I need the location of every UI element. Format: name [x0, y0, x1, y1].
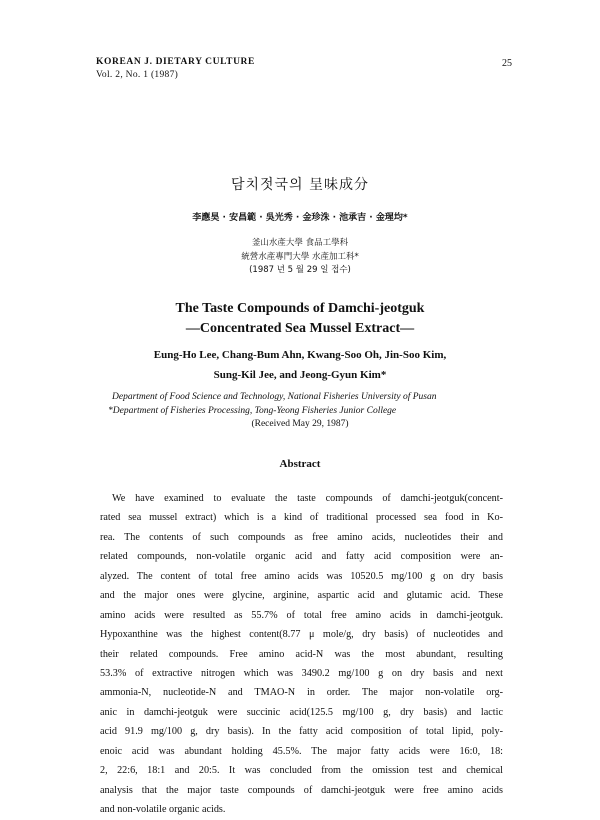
korean-affiliation-1: 釜山水產大學 食品工學科 — [251, 238, 349, 248]
abstract-line: anic in damchi-jeotguk were succinic acid(125.5 mg/100 g, dry basis) and lactic — [100, 706, 503, 718]
abstract-line: rea. The contents of such compounds as free amino acids, nucleotides their and — [100, 531, 503, 543]
abstract-line: We have examined to evaluate the taste compounds of damchi-jeotguk(concent- — [112, 493, 503, 504]
page-number: 25 — [502, 58, 512, 69]
abstract-line: ammonia-N, nucleotide-N and TMAO-N in order. The major non-volatile org- — [100, 687, 503, 699]
abstract-line: related compounds, non-volatile organic acid and fatty acid composition were an- — [100, 551, 503, 563]
abstract-line: alyzed. The content of total free amino acids was 10520.5 mg/100 g on dry basis — [100, 570, 503, 582]
received-date: (Received May 29, 1987) — [251, 419, 349, 429]
korean-received-date: (1987 년 5 월 29 일 접수) — [249, 265, 351, 275]
abstract-line: and the major ones were glycine, arginine, aspartic acid and glutamic acid. These — [100, 590, 503, 602]
abstract-line: and non-volatile organic acids. — [100, 804, 226, 815]
abstract-body — [100, 489, 503, 819]
abstract-line: rated sea mussel extract) which is a kind of traditional processed sea food in Ko- — [100, 512, 503, 524]
abstract-line: 2, 22:6, 18:1 and 20:5. It was concluded from the omission test and chemical — [100, 765, 503, 777]
korean-affiliation-2: 統營水產專門大學 水產加工科* — [241, 252, 359, 262]
english-authors-line-1: Eung-Ho Lee, Chang-Bum Ahn, Kwang-Soo Oh, Jin-Soo Kim, — [153, 349, 447, 361]
english-subtitle: —Concentrated Sea Mussel Extract— — [185, 321, 415, 336]
abstract-line: 53.3% of extractive nitrogen which was 3490.2 mg/100 g on dry basis and next — [100, 667, 503, 679]
abstract-line: Hypoxanthine was the highest content(8.77 μ mole/g, dry basis) of nucleotides and — [100, 629, 503, 641]
korean-title: 담치젓국의 呈味成分 — [230, 177, 370, 193]
english-affiliation-2: *Department of Fisheries Processing, Tong-Yeong Fisheries Junior College — [108, 406, 397, 416]
abstract-line: acid 91.9 mg/100 g, dry basis). In the fatty acid composition of total lipid, poly- — [100, 726, 503, 738]
english-title: The Taste Compounds of Damchi-jeotguk — [175, 301, 425, 316]
abstract-heading: Abstract — [279, 458, 321, 470]
english-authors-line-2: Sung-Kil Jee, and Jeong-Gyun Kim* — [213, 369, 387, 381]
abstract-line: enoic acid was abundant holding 45.5%. The major fatty acids were 16:0, 18: — [100, 745, 503, 757]
abstract-line: their related compounds. Free amino acid-N was the most abundant, resulting — [100, 648, 503, 660]
journal-name: KOREAN J. DIETARY CULTURE — [96, 57, 255, 67]
abstract-line: amino acids were resulted as 55.7% of total free amino acids in damchi-jeotguk. — [100, 609, 503, 621]
english-affiliation-1: Department of Food Science and Technology, National Fisheries University of Pusan — [112, 392, 437, 402]
korean-authors: 李應昊 · 安昌範 · 吳光秀 · 金珍洙 · 池承吉 · 金瑆均* — [192, 213, 408, 223]
abstract-line: analysis that the major taste compounds of damchi-jeotguk were free amino acids — [100, 784, 503, 796]
journal-volume: Vol. 2, No. 1 (1987) — [96, 70, 179, 80]
